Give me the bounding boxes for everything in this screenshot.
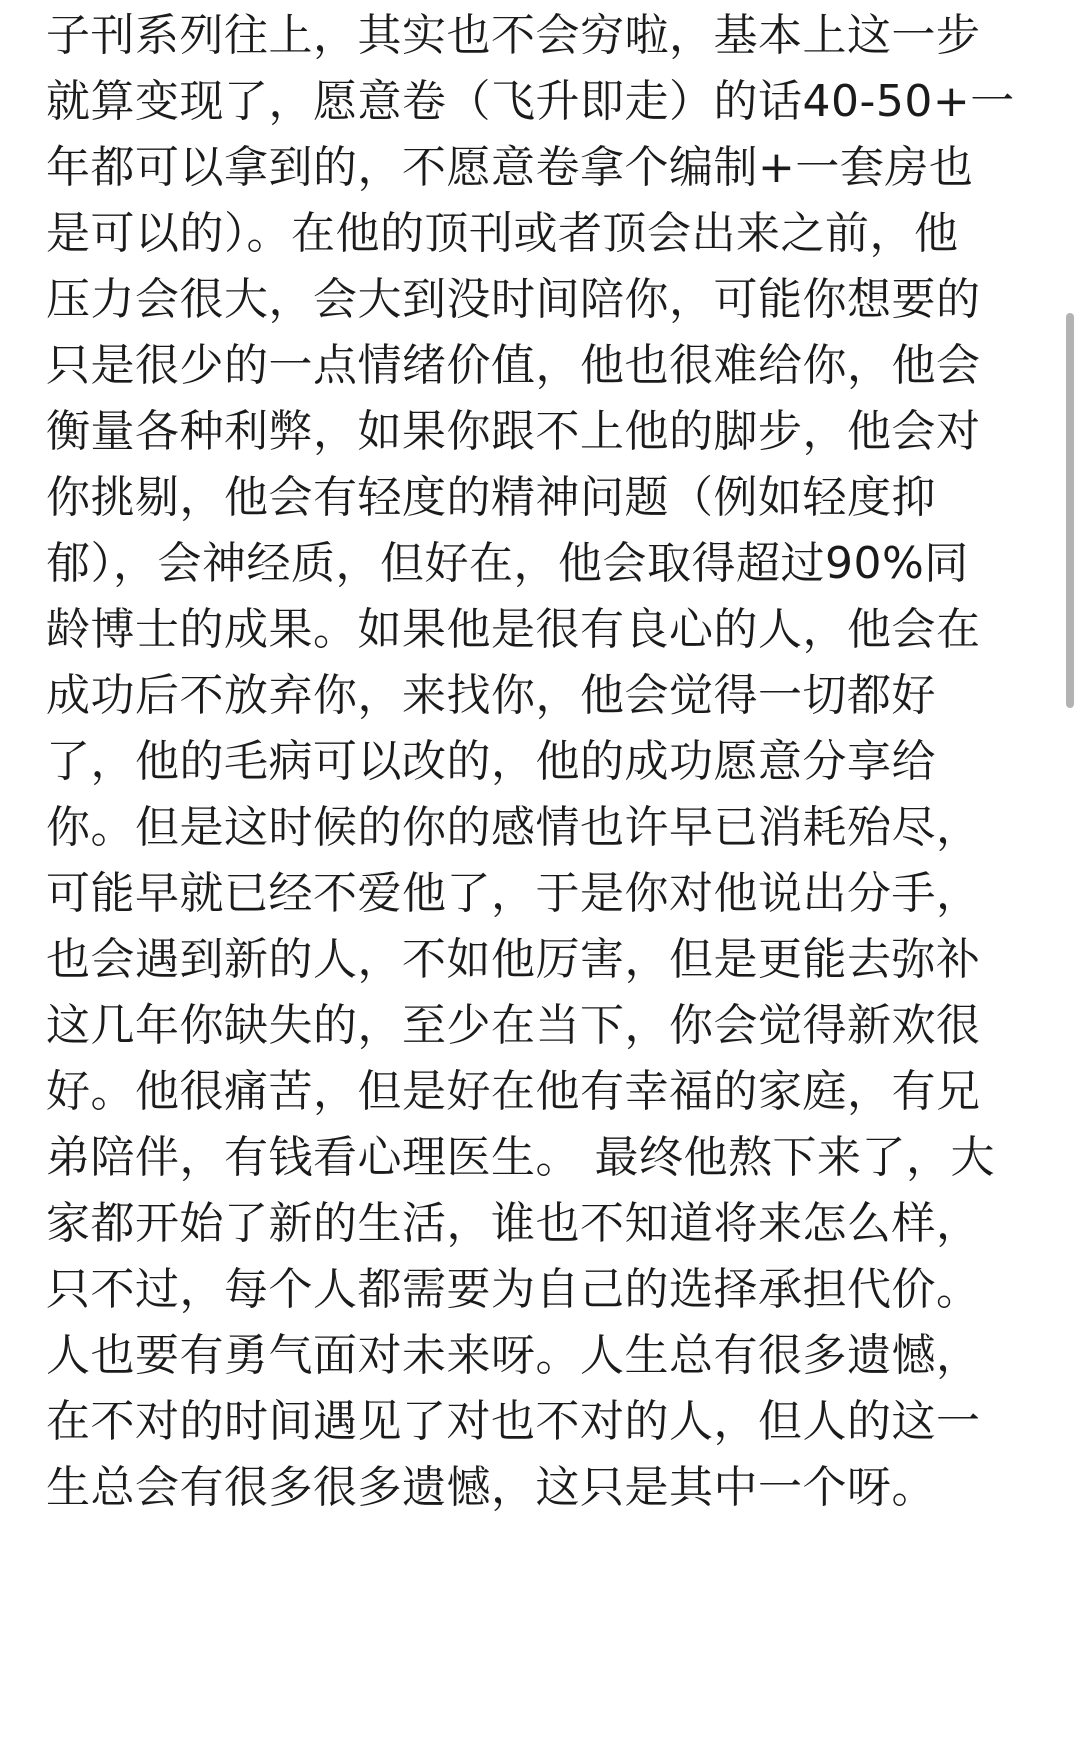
text-line-1: 子刊系列往上，其实也不会穷啦，基本上这一步 [46, 10, 981, 61]
text-line-17: 好。他很痛苦，但是好在他有幸福的家庭，有兄 [46, 1066, 981, 1117]
text-line-3: 年都可以拿到的，不愿意卷拿个编制+一套房也 [46, 142, 974, 193]
text-line-14: 可能早就已经不爱他了，于是你对他说出分手， [46, 868, 981, 919]
text-line-11: 成功后不放弃你，来找你，他会觉得一切都好 [46, 670, 936, 721]
text-line-8: 你挑剔，他会有轻度的精神问题（例如轻度抑 [46, 472, 936, 523]
text-line-16: 这几年你缺失的，至少在当下，你会觉得新欢很 [46, 1000, 981, 1051]
text-line-21: 人也要有勇气面对未来呀。人生总有很多遗憾， [46, 1330, 981, 1381]
text-line-2: 就算变现了，愿意卷（飞升即走）的话40-50+一 [46, 76, 1015, 127]
text-line-5: 压力会很大，会大到没时间陪你，可能你想要的 [46, 274, 981, 325]
text-line-9: 郁），会神经质，但好在，他会取得超过90%同 [46, 538, 969, 589]
text-line-7: 衡量各种利弊，如果你跟不上他的脚步，他会对 [46, 406, 981, 457]
text-line-18: 弟陪伴，有钱看心理医生。 最终他熬下来了，大 [46, 1132, 995, 1183]
text-line-15: 也会遇到新的人，不如他厉害，但是更能去弥补 [46, 934, 981, 985]
text-line-20: 只不过，每个人都需要为自己的选择承担代价。 [46, 1264, 981, 1315]
text-line-12: 了，他的毛病可以改的，他的成功愿意分享给 [46, 736, 936, 787]
text-line-19: 家都开始了新的生活，谁也不知道将来怎么样， [46, 1198, 981, 1249]
text-line-6: 只是很少的一点情绪价值，他也很难给你，他会 [46, 340, 981, 391]
text-line-10: 龄博士的成果。如果他是很有良心的人，他会在 [46, 604, 981, 655]
text-line-22: 在不对的时间遇见了对也不对的人，但人的这一 [46, 1396, 981, 1447]
text-line-13: 你。但是这时候的你的感情也许早已消耗殆尽， [46, 802, 981, 853]
text-line-23: 生总会有很多很多遗憾，这只是其中一个呀。 [46, 1462, 936, 1513]
post-body-text [46, 0, 1036, 1521]
text-line-4: 是可以的）。在他的顶刊或者顶会出来之前，他 [46, 208, 959, 259]
vertical-scrollbar[interactable] [1066, 313, 1074, 708]
